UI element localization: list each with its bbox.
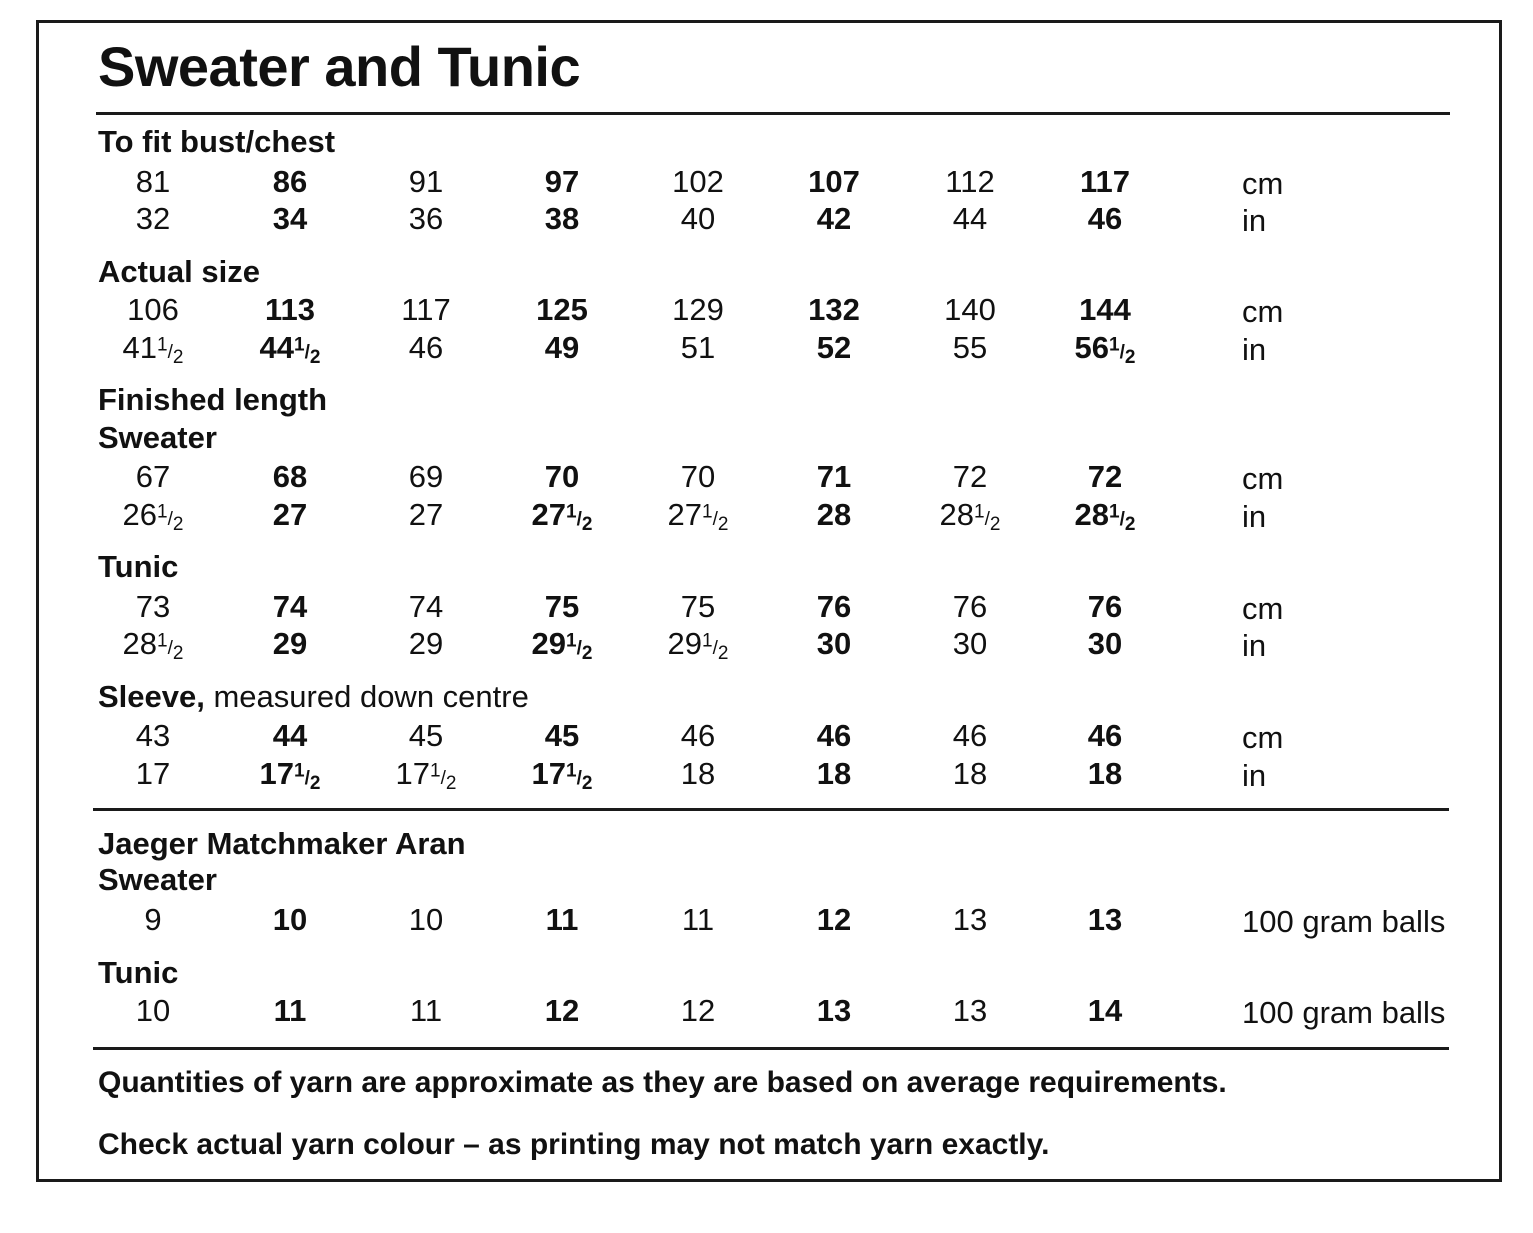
section-heading-suffix: measured down centre: [204, 679, 529, 714]
table-cell: 107: [808, 164, 860, 199]
table-cell: 13: [1087, 902, 1123, 937]
row-unit: in: [1242, 628, 1267, 663]
table-cell: 81: [135, 164, 171, 199]
section-heading-label: Tunic: [98, 549, 179, 584]
table-cell: 29: [408, 626, 444, 661]
table-cell: 30: [816, 626, 852, 661]
table-cell: 91: [408, 164, 444, 199]
table-cell: 18: [816, 756, 852, 791]
section-heading: [98, 826, 466, 862]
notes-section-rule: [93, 1047, 1449, 1050]
table-cell: 45: [408, 718, 444, 753]
table-cell: 46: [1087, 201, 1123, 236]
section-heading-label: Jaeger Matchmaker Aran: [98, 826, 466, 861]
table-cell: 70: [544, 459, 580, 494]
note-colour: Check actual yarn colour – as printing may not match yarn exactly.: [98, 1128, 1050, 1161]
table-cell: 12: [816, 902, 852, 937]
note-quantities: Quantities of yarn are approximate as they are based on average requirements.: [98, 1066, 1227, 1099]
table-cell: 71: [816, 459, 852, 494]
section-heading-label: Finished length: [98, 382, 328, 417]
row-unit: in: [1242, 203, 1267, 238]
table-cell: 42: [816, 201, 852, 236]
table-cell: 30: [952, 626, 988, 661]
section-heading-label: Tunic: [98, 955, 179, 990]
table-cell: 52: [816, 330, 852, 365]
table-cell: 45: [544, 718, 580, 753]
section-subheading: Sweater: [98, 420, 217, 455]
row-unit: cm: [1242, 591, 1284, 626]
table-cell: $56^1/_2$: [1074, 330, 1136, 368]
table-cell: 43: [135, 718, 171, 753]
table-cell: 68: [272, 459, 308, 494]
table-cell: 72: [1087, 459, 1123, 494]
table-cell: 97: [544, 164, 580, 199]
table-cell: 44: [272, 718, 308, 753]
section-heading: [98, 679, 529, 715]
row-unit: cm: [1242, 461, 1284, 496]
table-cell: 28: [816, 497, 852, 532]
yarn-section-rule: [93, 808, 1449, 811]
table-cell: 144: [1079, 292, 1131, 327]
table-cell: 70: [680, 459, 716, 494]
table-cell: 46: [408, 330, 444, 365]
table-cell: 11: [681, 902, 715, 937]
table-cell: $28^1/_2$: [939, 497, 1001, 535]
table-cell: $28^1/_2$: [122, 626, 184, 664]
section-heading-label: Sleeve,: [98, 679, 205, 714]
table-cell: 51: [680, 330, 716, 365]
table-cell: 106: [127, 292, 179, 327]
table-cell: 34: [272, 201, 308, 236]
table-cell: $27^1/_2$: [531, 497, 593, 535]
row-unit: 100 gram balls: [1242, 904, 1446, 939]
table-cell: 129: [672, 292, 724, 327]
table-cell: $29^1/_2$: [531, 626, 593, 664]
table-cell: 46: [816, 718, 852, 753]
table-cell: 32: [135, 201, 171, 236]
table-cell: 14: [1087, 993, 1123, 1028]
row-unit: cm: [1242, 166, 1284, 201]
section-heading: [98, 955, 178, 991]
table-cell: 76: [952, 589, 988, 624]
table-cell: 11: [273, 993, 307, 1028]
table-cell: 9: [144, 902, 162, 937]
section-subheading: Sweater: [98, 862, 217, 897]
table-cell: $17^1/_2$: [531, 756, 593, 794]
table-cell: 132: [808, 292, 860, 327]
table-cell: 40: [680, 201, 716, 236]
table-cell: 27: [408, 497, 444, 532]
table-cell: 55: [952, 330, 988, 365]
table-cell: 69: [408, 459, 444, 494]
table-cell: $26^1/_2$: [122, 497, 184, 535]
table-cell: 76: [816, 589, 852, 624]
table-cell: $17^1/_2$: [259, 756, 321, 794]
table-cell: 102: [672, 164, 724, 199]
table-cell: 30: [1087, 626, 1123, 661]
table-cell: 72: [952, 459, 988, 494]
table-cell: 117: [401, 292, 451, 327]
section-heading: [98, 254, 260, 290]
table-cell: 12: [680, 993, 716, 1028]
table-cell: $44^1/_2$: [259, 330, 321, 368]
section-heading-label: To fit bust/chest: [98, 124, 336, 159]
table-cell: 10: [272, 902, 308, 937]
table-cell: 11: [409, 993, 443, 1028]
table-cell: 125: [536, 292, 588, 327]
table-cell: $29^1/_2$: [667, 626, 729, 664]
table-cell: 49: [544, 330, 580, 365]
section-heading: [98, 124, 335, 160]
table-cell: 75: [544, 589, 580, 624]
table-cell: 12: [544, 993, 580, 1028]
row-unit: in: [1242, 499, 1267, 534]
row-unit: in: [1242, 332, 1267, 367]
table-cell: 73: [135, 589, 171, 624]
section-heading: [98, 549, 178, 585]
table-cell: 74: [408, 589, 444, 624]
table-cell: 46: [680, 718, 716, 753]
section-heading: [98, 382, 327, 418]
table-cell: $28^1/_2$: [1074, 497, 1136, 535]
table-cell: 18: [680, 756, 716, 791]
table-cell: 29: [272, 626, 308, 661]
table-cell: 86: [272, 164, 308, 199]
table-cell: $41^1/_2$: [122, 330, 184, 368]
section-heading-label: Actual size: [98, 254, 260, 289]
table-cell: 44: [952, 201, 988, 236]
table-cell: $27^1/_2$: [667, 497, 729, 535]
table-cell: 67: [135, 459, 171, 494]
table-cell: 75: [680, 589, 716, 624]
row-unit: in: [1242, 758, 1267, 793]
table-cell: $17^1/_2$: [395, 756, 457, 794]
table-cell: 13: [952, 993, 988, 1028]
page-title: Sweater and Tunic: [98, 35, 581, 98]
row-unit: cm: [1242, 294, 1284, 329]
table-cell: 11: [545, 902, 579, 937]
table-cell: 36: [408, 201, 444, 236]
table-cell: 74: [272, 589, 308, 624]
table-cell: 46: [952, 718, 988, 753]
table-cell: 13: [952, 902, 988, 937]
table-cell: 140: [944, 292, 996, 327]
table-cell: 13: [816, 993, 852, 1028]
table-cell: 117: [1079, 164, 1131, 199]
table-cell: 112: [945, 164, 995, 199]
table-cell: 18: [1087, 756, 1123, 791]
table-cell: 10: [408, 902, 444, 937]
table-cell: 27: [272, 497, 308, 532]
row-unit: cm: [1242, 720, 1284, 755]
table-cell: 46: [1087, 718, 1123, 753]
row-unit: 100 gram balls: [1242, 995, 1446, 1030]
table-cell: 17: [135, 756, 171, 791]
table-cell: 76: [1087, 589, 1123, 624]
table-cell: 18: [952, 756, 988, 791]
title-rule: [96, 112, 1450, 115]
table-cell: 38: [544, 201, 580, 236]
table-cell: 113: [264, 292, 316, 327]
table-cell: 10: [135, 993, 171, 1028]
